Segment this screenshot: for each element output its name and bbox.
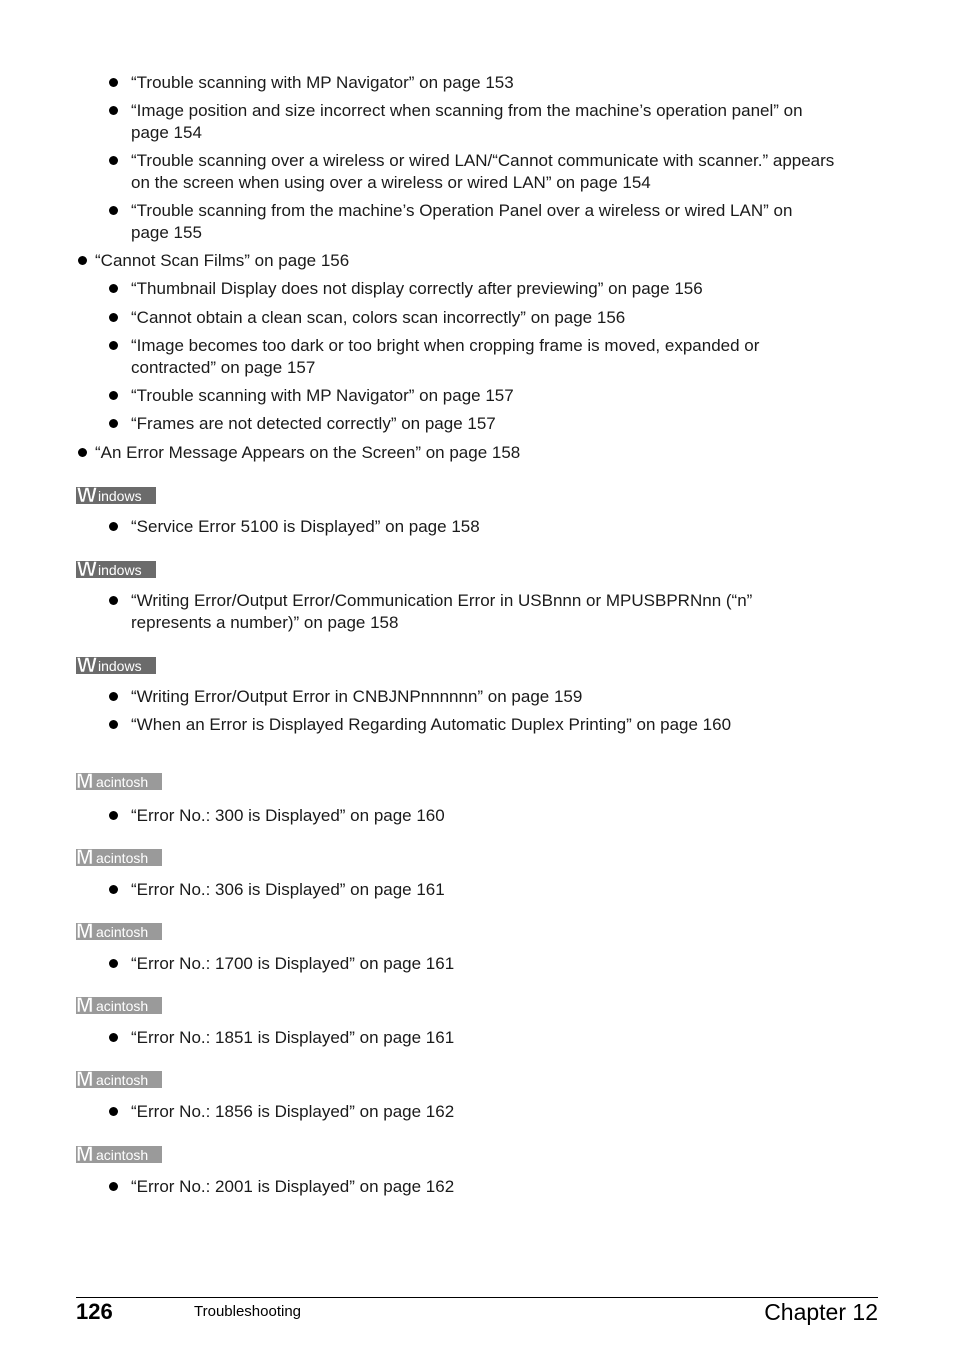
macintosh-label: acintosh: [96, 1072, 149, 1088]
chapter-label: Chapter 12: [764, 1299, 878, 1325]
bullet-icon: [109, 692, 118, 701]
bullet-icon: [109, 341, 118, 350]
bullet-icon: [109, 419, 118, 428]
windows-badge: [76, 556, 156, 578]
bullet-icon: [109, 391, 118, 400]
list-item: “Trouble scanning with MP Navigator” on page 153: [131, 73, 514, 92]
list-item: “Error No.: 1856 is Displayed” on page 162: [131, 1102, 455, 1121]
bullet-icon: [78, 448, 87, 457]
bullet-icon: [109, 1033, 118, 1042]
macintosh-label: acintosh: [96, 998, 149, 1014]
macintosh-initial: M: [76, 770, 94, 790]
list-item: “Writing Error/Output Error in CNBJNPnnnnnn” on page 159: [131, 687, 583, 706]
windows-badge: [76, 652, 156, 674]
macintosh-label: acintosh: [96, 924, 149, 940]
section-name: Troubleshooting: [194, 1303, 302, 1320]
macintosh-label: acintosh: [96, 774, 149, 790]
bullet-icon: [109, 596, 118, 605]
macintosh-badge: [76, 844, 162, 866]
list-item-continuation: contracted” on page 157: [131, 358, 316, 377]
bullet-icon: [109, 284, 118, 293]
page-number: 126: [76, 1299, 113, 1324]
windows-logo-icon: [76, 652, 156, 674]
bullet-icon: [109, 78, 118, 87]
bullet-icon: [109, 522, 118, 531]
list-item-continuation: represents a number)” on page 158: [131, 613, 399, 632]
list-item: “Trouble scanning with MP Navigator” on page 157: [131, 386, 514, 405]
macintosh-initial: M: [76, 846, 94, 866]
macintosh-logo-icon: [76, 918, 162, 940]
list-item: “Cannot Scan Films” on page 156: [95, 251, 350, 270]
bullet-icon: [109, 313, 118, 322]
macintosh-label: acintosh: [96, 1147, 149, 1163]
windows-label: indows: [98, 488, 142, 504]
list-item: “Thumbnail Display does not display correctly after previewing” on page 156: [131, 279, 703, 298]
macintosh-initial: M: [76, 1068, 94, 1088]
macintosh-initial: M: [76, 994, 94, 1014]
windows-initial: W: [77, 484, 97, 504]
macintosh-badge: [76, 1141, 162, 1163]
macintosh-logo-icon: [76, 1066, 162, 1088]
macintosh-label: acintosh: [96, 850, 149, 866]
bullet-icon: [109, 206, 118, 215]
bullet-icon: [109, 720, 118, 729]
macintosh-logo-icon: [76, 1141, 162, 1163]
windows-initial: W: [77, 558, 97, 578]
bullet-icon: [78, 256, 87, 265]
list-item: “Error No.: 2001 is Displayed” on page 162: [131, 1177, 455, 1196]
list-item: “Service Error 5100 is Displayed” on page 158: [131, 517, 480, 536]
bullet-icon: [109, 811, 118, 820]
windows-label: indows: [98, 562, 142, 578]
list-item: “Error No.: 306 is Displayed” on page 161: [131, 880, 445, 899]
macintosh-initial: M: [76, 1143, 94, 1163]
macintosh-badge: [76, 1066, 162, 1088]
macintosh-logo-icon: [76, 992, 162, 1014]
list-item: “An Error Message Appears on the Screen” on page 158: [95, 443, 521, 462]
macintosh-initial: M: [76, 920, 94, 940]
list-item: “Image position and size incorrect when scanning from the machine’s operation panel” on: [131, 101, 803, 120]
list-item: “Cannot obtain a clean scan, colors scan incorrectly” on page 156: [131, 308, 626, 327]
list-item: “Trouble scanning from the machine’s Operation Panel over a wireless or wired LAN” on: [131, 201, 793, 220]
bullet-icon: [109, 959, 118, 968]
windows-initial: W: [77, 654, 97, 674]
macintosh-logo-icon: [76, 844, 162, 866]
macintosh-logo-icon: [76, 768, 162, 790]
list-item-continuation: on the screen when using over a wireless or wired LAN” on page 154: [131, 173, 651, 192]
bullet-icon: [109, 156, 118, 165]
list-item: “Error No.: 300 is Displayed” on page 160: [131, 806, 445, 825]
bullet-icon: [109, 885, 118, 894]
bullet-icon: [109, 1182, 118, 1191]
list-item-continuation: page 154: [131, 123, 202, 142]
macintosh-badge: [76, 918, 162, 940]
list-item: “When an Error is Displayed Regarding Automatic Duplex Printing” on page 160: [131, 715, 732, 734]
windows-logo-icon: [76, 482, 156, 504]
list-item: “Writing Error/Output Error/Communication Error in USBnnn or MPUSBPRNnn (“n”: [131, 591, 753, 610]
bullet-icon: [109, 106, 118, 115]
list-item-continuation: page 155: [131, 223, 202, 242]
windows-label: indows: [98, 658, 142, 674]
list-item: “Error No.: 1851 is Displayed” on page 161: [131, 1028, 455, 1047]
macintosh-badge: [76, 992, 162, 1014]
bullet-icon: [109, 1107, 118, 1116]
list-item: “Trouble scanning over a wireless or wired LAN/“Cannot communicate with scanner.” appears: [131, 151, 835, 170]
list-item: “Error No.: 1700 is Displayed” on page 161: [131, 954, 455, 973]
windows-logo-icon: [76, 556, 156, 578]
list-item: “Image becomes too dark or too bright when cropping frame is moved, expanded or: [131, 336, 760, 355]
macintosh-badge: [76, 768, 162, 790]
windows-badge: [76, 482, 156, 504]
footer-divider: [76, 1297, 878, 1298]
list-item: “Frames are not detected correctly” on page 157: [131, 414, 496, 433]
